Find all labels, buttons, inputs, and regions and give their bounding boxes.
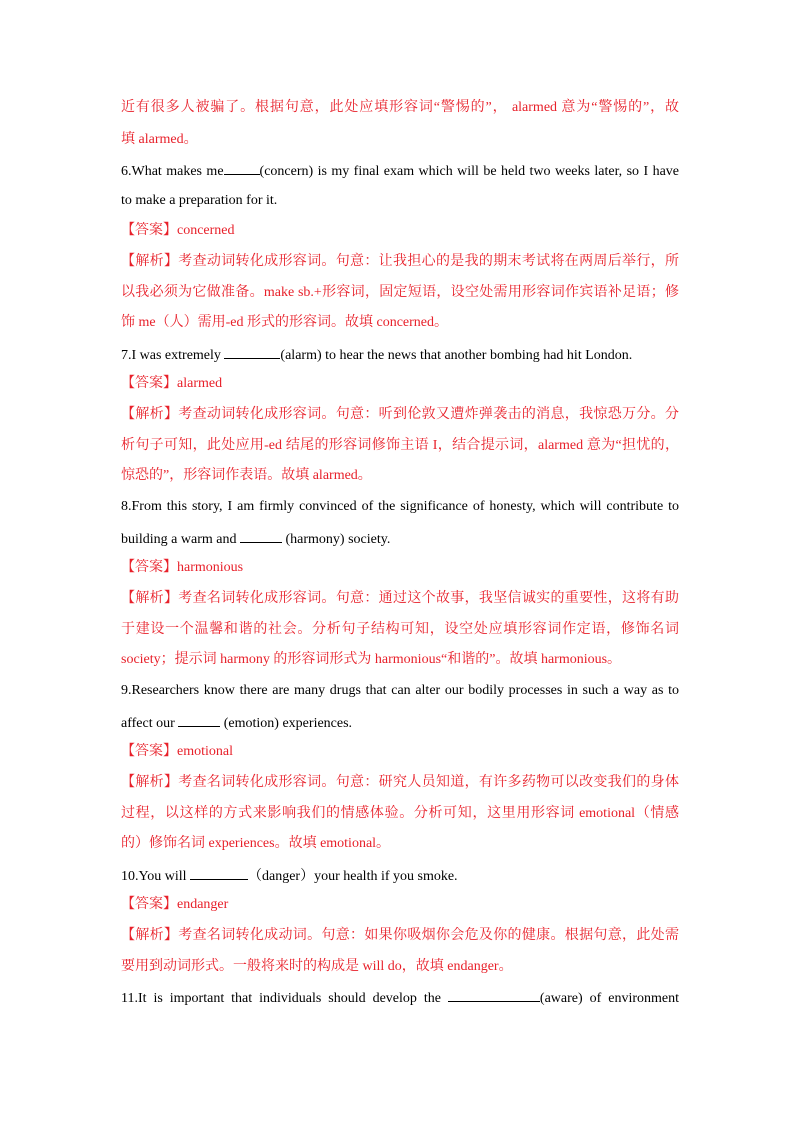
question-text: （danger）your health if you smoke. [248,869,458,884]
question-7 [121,344,679,366]
explanation-line: 析句子可知，此处应用-ed 结尾的形容词修饰主语 I，结合提示词，alarmed 意为“担忧的， [121,438,679,453]
explanation-line: 要用到动词形式。一般将来时的构成是 will do，故填 endanger。 [121,959,513,974]
answer-blank [224,344,280,359]
explanation-line: 【解析】考查名词转化成形容词。句意：通过这个故事，我坚信诚实的重要性，这将有助 [121,591,679,606]
explanation-line: 于建设一个温馨和谐的社会。分析句子结构可知，设空处应填形容词作定语，修饰名词 [121,622,679,637]
question-text: (concern) is my final exam which will be held two weeks later, so I have [259,164,679,179]
answer-blank [190,865,248,880]
explanation-line: 【解析】考查动词转化成形容词。句意：听到伦敦又遭炸弹袭击的消息，我惊恐万分。分 [121,407,679,422]
question-text: (emotion) experiences. [220,716,353,731]
question-text: affect our [121,716,179,731]
explanation-line: 饰 me（人）需用-ed 形式的形容词。故填 concerned。 [121,315,448,330]
answer-blank [224,160,260,175]
question-text: 10.You will [121,869,190,884]
question-text: building a warm and [121,532,240,547]
question-8: 8.From this story, I am firmly convinced of the significance of honesty, which will contribute to [121,499,679,514]
question-text: (aware) of environment [539,991,679,1006]
explanation-line: society；提示词 harmony 的形容词形式为 harmonious“和谐的”。故填 harmonious。 [121,652,622,667]
question-text: 6.What makes me [121,164,224,179]
explanation-line: 【解析】考查名词转化成形容词。句意：研究人员知道，有许多药物可以改变我们的身体 [121,775,679,790]
explanation-line: 的）修饰名词 experiences。故填 emotional。 [121,836,391,851]
explanation-line: 以我必须为它做准备。make sb.+形容词，固定短语，设空处需用形容词作宾语补足语；修 [121,285,679,300]
question-text: 11.It is important that individuals should develop the [121,991,448,1006]
question-9: 9.Researchers know there are many drugs that can alter our bodily processes in such a way as to [121,683,679,698]
answer-line: 【答案】endanger [121,897,229,912]
question-text: (alarm) to hear the news that another bombing had hit London. [280,348,633,363]
answer-blank [240,528,282,543]
explanation-line: 填 alarmed。 [121,132,198,147]
question-text: (harmony) society. [281,532,391,547]
explanation-line: 【解析】考查名词转化成动词。句意：如果你吸烟你会危及你的健康。根据句意，此处需 [121,928,679,943]
answer-blank [448,987,540,1002]
explanation-line: 惊恐的”，形容词作表语。故填 alarmed。 [121,468,372,483]
answer-line: 【答案】concerned [121,223,235,238]
question-10 [121,865,679,887]
question-text: to make a preparation for it. [121,193,278,208]
explanation-line: 近有很多人被骗了。根据句意，此处应填形容词“警惕的”， alarmed 意为“警惕的”，故 [121,100,679,115]
answer-line: 【答案】emotional [121,744,233,759]
question-text: 7.I was extremely [121,348,225,363]
answer-blank [178,712,220,727]
question-11 [121,987,679,1009]
question-9-cont [121,712,679,734]
explanation-line: 过程，以这样的方式来影响我们的情感体验。分析可知，这里用形容词 emotional（情感 [121,806,679,821]
answer-line: 【答案】harmonious [121,560,244,575]
answer-line: 【答案】alarmed [121,376,223,391]
question-8-cont [121,528,679,550]
explanation-line: 【解析】考查动词转化成形容词。句意：让我担心的是我的期末考试将在两周后举行，所 [121,254,679,269]
question-6 [121,160,679,182]
